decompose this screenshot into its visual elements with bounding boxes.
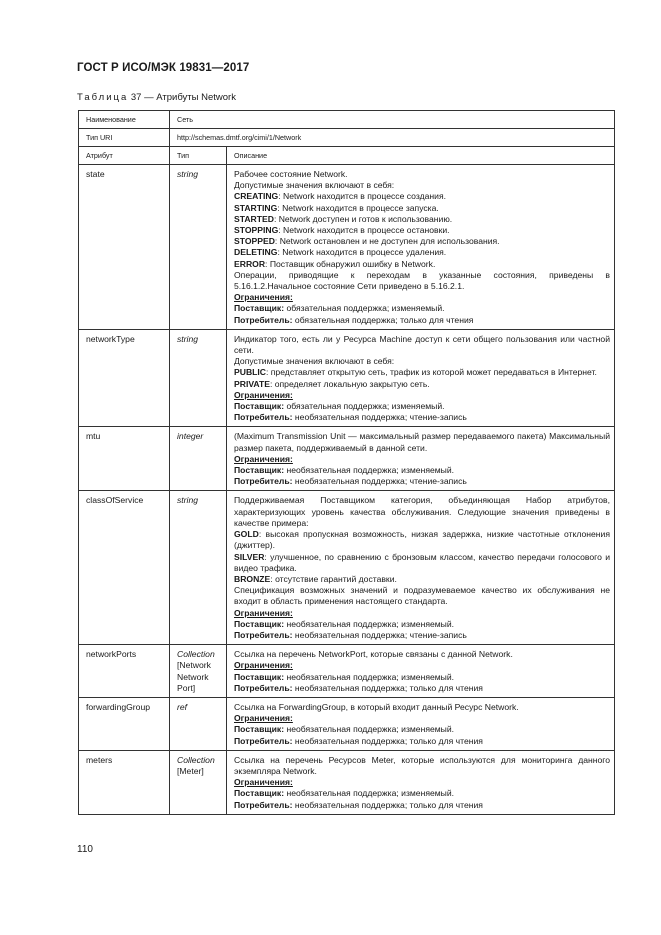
- attributes-table: [78, 110, 615, 815]
- description-term: Поставщик:: [234, 724, 285, 735]
- description-text: Ссылка на перечень NetworkPort, которые связаны с данной Network.: [234, 649, 513, 660]
- description-text: обязательная поддержка; изменяемый.: [284, 303, 445, 314]
- description-line: [234, 529, 610, 551]
- description-text: Операции, приводящие к переходам в указанные состояния, приведены в 5.16.1.2.Начальное состояние Сети приведено в 5.16.2.1.: [234, 269, 610, 292]
- description-line: [234, 225, 610, 236]
- description-line: [234, 788, 610, 799]
- description-term: STARTED: [234, 213, 274, 224]
- description-term: Поставщик:: [234, 618, 285, 629]
- description-line: [234, 608, 610, 619]
- description-line: [234, 431, 610, 453]
- table-caption-number: 37: [130, 92, 142, 103]
- description-text: необязательная поддержка; только для чтения: [292, 799, 483, 810]
- description-text: необязательная поддержка; изменяемый.: [284, 465, 455, 476]
- description-line: [234, 401, 610, 412]
- description-line: [234, 800, 610, 811]
- attribute-description: [227, 329, 615, 427]
- attribute-type-line: ref: [177, 701, 188, 712]
- attribute-type: [170, 697, 227, 750]
- description-text: необязательная поддержка; чтение-запись: [292, 629, 467, 640]
- description-term: STARTING: [234, 202, 278, 213]
- description-line: [234, 465, 610, 476]
- attribute-description: [227, 645, 615, 698]
- description-text: (Maximum Transmission Unit — максимальный размер передаваемого пакета) Максимальный размер пакета, поддерживаемый в данной сети.: [234, 431, 610, 453]
- description-line: [234, 390, 610, 401]
- attribute-name: forwardingGroup: [79, 697, 170, 750]
- description-term: Поставщик:: [234, 401, 285, 412]
- attribute-name: meters: [79, 750, 170, 814]
- description-line: [234, 191, 610, 202]
- description-line: [234, 236, 610, 247]
- description-line: [234, 649, 610, 660]
- description-line: [234, 412, 610, 423]
- attribute-type: [170, 329, 227, 427]
- description-text: Допустимые значения включают в себя:: [234, 180, 395, 191]
- description-term: PUBLIC: [234, 367, 266, 378]
- description-text: Ссылка на перечень Ресурсов Meter, которые используются для мониторинга данного экземпляра Network.: [234, 754, 610, 776]
- meta-label: Наименование: [79, 111, 170, 129]
- description-line: [234, 619, 610, 630]
- attribute-name: networkType: [79, 329, 170, 427]
- page-number: 110: [77, 844, 93, 855]
- description-line: [234, 303, 610, 314]
- table-caption-label: Таблица: [77, 92, 129, 103]
- description-line: [234, 203, 610, 214]
- description-term: ERROR: [234, 258, 266, 269]
- attribute-type-line: Collection: [177, 649, 215, 660]
- attribute-description: [227, 427, 615, 491]
- description-term: Потребитель:: [234, 682, 293, 693]
- table-row: [79, 750, 615, 814]
- attribute-type-line: Network: [177, 671, 209, 682]
- description-line: [234, 292, 610, 303]
- description-line: [234, 454, 610, 465]
- description-line: [234, 180, 610, 191]
- description-text: Ссылка на ForwardingGroup, в который входит данный Ресурс Network.: [234, 701, 519, 712]
- description-term: BRONZE: [234, 573, 271, 584]
- attribute-type: [170, 427, 227, 491]
- description-line: [234, 356, 610, 367]
- constraints-heading: Ограничения:: [234, 777, 293, 788]
- description-line: [234, 672, 610, 683]
- description-text: Индикатор того, есть ли у Ресурса Machine доступ к сети общего пользования или частной сети.: [234, 333, 610, 356]
- meta-row-uri: [79, 129, 615, 147]
- description-line: [234, 495, 610, 529]
- attribute-type: [170, 750, 227, 814]
- attribute-type: [170, 645, 227, 698]
- description-term: Потребитель:: [234, 412, 293, 423]
- table-caption-dash: —: [141, 92, 157, 103]
- description-line: [234, 713, 610, 724]
- description-text: : Network находится в процессе создания.: [278, 191, 446, 202]
- meta-value: Сеть: [170, 111, 615, 129]
- attribute-type-line: string: [177, 495, 199, 506]
- description-line: [234, 476, 610, 487]
- constraints-heading: Ограничения:: [234, 453, 293, 464]
- description-term: Потребитель:: [234, 735, 293, 746]
- description-term: Потребитель:: [234, 314, 293, 325]
- table-row: [79, 697, 615, 750]
- attribute-type-line: Collection: [177, 754, 215, 765]
- description-text: необязательная поддержка; изменяемый.: [284, 671, 455, 682]
- description-text: обязательная поддержка; изменяемый.: [284, 401, 445, 412]
- description-term: DELETING: [234, 247, 278, 258]
- document-header: ГОСТ Р ИСО/МЭК 19831—2017: [77, 62, 250, 74]
- description-text: необязательная поддержка; изменяемый.: [284, 724, 455, 735]
- description-line: [234, 214, 610, 225]
- description-text: необязательная поддержка; чтение-запись: [292, 412, 467, 423]
- description-line: [234, 683, 610, 694]
- constraints-heading: Ограничения:: [234, 389, 293, 400]
- description-text: : Network находится в процессе остановки.: [278, 225, 450, 236]
- table-row: [79, 491, 615, 645]
- description-line: [234, 660, 610, 671]
- column-header-desc: Описание: [227, 147, 615, 165]
- description-text: : Network находится в процессе удаления.: [277, 247, 447, 258]
- attribute-type-line: integer: [177, 431, 204, 442]
- description-line: [234, 736, 610, 747]
- attribute-name: mtu: [79, 427, 170, 491]
- description-text: : определяет локальную закрытую сеть.: [269, 378, 430, 389]
- description-term: CREATING: [234, 191, 279, 202]
- description-line: [234, 334, 610, 356]
- attribute-type: [170, 491, 227, 645]
- attribute-description: [227, 697, 615, 750]
- description-line: [234, 585, 610, 607]
- description-line: [234, 247, 610, 258]
- constraints-heading: Ограничения:: [234, 660, 293, 671]
- description-term: GOLD: [234, 529, 259, 540]
- description-line: [234, 552, 610, 574]
- description-line: [234, 630, 610, 641]
- description-text: : Network остановлен и не доступен для использования.: [274, 236, 500, 247]
- attribute-description: [227, 491, 615, 645]
- attribute-name: classOfService: [79, 491, 170, 645]
- constraints-heading: Ограничения:: [234, 607, 293, 618]
- description-text: : улучшенное, по сравнению с бронзовым классом, качество передачи голосового и видео трафика.: [234, 551, 610, 573]
- attribute-description: [227, 165, 615, 330]
- description-text: Поддерживаемая Поставщиком категория, объединяющая Набор атрибутов, характеризующих уровень качества обслуживания. Следующие значения приведены в качестве примера:: [234, 495, 610, 528]
- attribute-type-line: [Network: [177, 660, 211, 671]
- description-text: : высокая пропускная возможность, низкая задержка, низкие частотные отклонения (джиттер).: [234, 529, 610, 551]
- attribute-name: networkPorts: [79, 645, 170, 698]
- attribute-type-line: Port]: [177, 682, 196, 693]
- description-text: : Поставщик обнаружил ошибку в Network.: [265, 258, 436, 269]
- description-line: [234, 259, 610, 270]
- column-header-attr: Атрибут: [79, 147, 170, 165]
- attribute-description: [227, 750, 615, 814]
- attribute-type: [170, 165, 227, 330]
- table-row: [79, 645, 615, 698]
- description-text: Допустимые значения включают в себя:: [234, 356, 395, 367]
- description-text: : представляет открытую сеть, трафик из которой может передаваться в Интернет.: [266, 367, 597, 378]
- attribute-type-line: string: [177, 169, 199, 179]
- description-line: [234, 777, 610, 788]
- attribute-name: state: [79, 165, 170, 330]
- description-text: Спецификация возможных значений и подразумеваемое качество их обслуживания не входит в область применения настоящего стандарта.: [234, 585, 610, 607]
- constraints-heading: Ограничения:: [234, 292, 293, 303]
- description-text: необязательная поддержка; только для чтения: [292, 735, 483, 746]
- description-line: [234, 367, 610, 378]
- meta-row-name: [79, 111, 615, 129]
- attribute-type-line: [Meter]: [177, 765, 204, 776]
- table-row: [79, 329, 615, 427]
- description-line: [234, 270, 610, 292]
- description-text: обязательная поддержка; только для чтения: [292, 314, 474, 325]
- description-text: необязательная поддержка; изменяемый.: [284, 788, 455, 799]
- description-term: Поставщик:: [234, 671, 285, 682]
- description-text: необязательная поддержка; чтение-запись: [292, 476, 467, 487]
- description-line: [234, 574, 610, 585]
- description-line: [234, 379, 610, 390]
- column-header-type: Тип: [170, 147, 227, 165]
- description-term: SILVER: [234, 551, 265, 562]
- meta-value: http://schemas.dmtf.org/cimi/1/Network: [170, 129, 615, 147]
- description-term: Потребитель:: [234, 476, 293, 487]
- table-row: [79, 427, 615, 491]
- description-text: : отсутствие гарантий доставки.: [270, 573, 397, 584]
- description-term: Поставщик:: [234, 465, 285, 476]
- attribute-type-line: string: [177, 333, 199, 344]
- description-line: [234, 724, 610, 735]
- description-term: Поставщик:: [234, 303, 285, 314]
- description-text: : Network доступен и готов к использованию.: [273, 213, 453, 224]
- description-term: STOPPING: [234, 225, 279, 236]
- description-term: Поставщик:: [234, 788, 285, 799]
- description-line: [234, 755, 610, 777]
- meta-label: Тип URI: [79, 129, 170, 147]
- description-line: [234, 169, 610, 180]
- description-line: [234, 702, 610, 713]
- description-term: PRIVATE: [234, 378, 270, 389]
- description-text: Рабочее состояние Network.: [234, 169, 348, 179]
- description-term: STOPPED: [234, 236, 275, 247]
- description-line: [234, 315, 610, 326]
- description-text: необязательная поддержка; только для чтения: [292, 682, 483, 693]
- table-caption: [77, 92, 236, 103]
- table-row: [79, 165, 615, 330]
- table-caption-text: Атрибуты Network: [156, 92, 236, 103]
- description-term: Потребитель:: [234, 629, 293, 640]
- description-term: Потребитель:: [234, 799, 293, 810]
- column-header-row: [79, 147, 615, 165]
- constraints-heading: Ограничения:: [234, 713, 293, 724]
- description-text: : Network находится в процессе запуска.: [277, 202, 439, 213]
- description-text: необязательная поддержка; изменяемый.: [284, 618, 455, 629]
